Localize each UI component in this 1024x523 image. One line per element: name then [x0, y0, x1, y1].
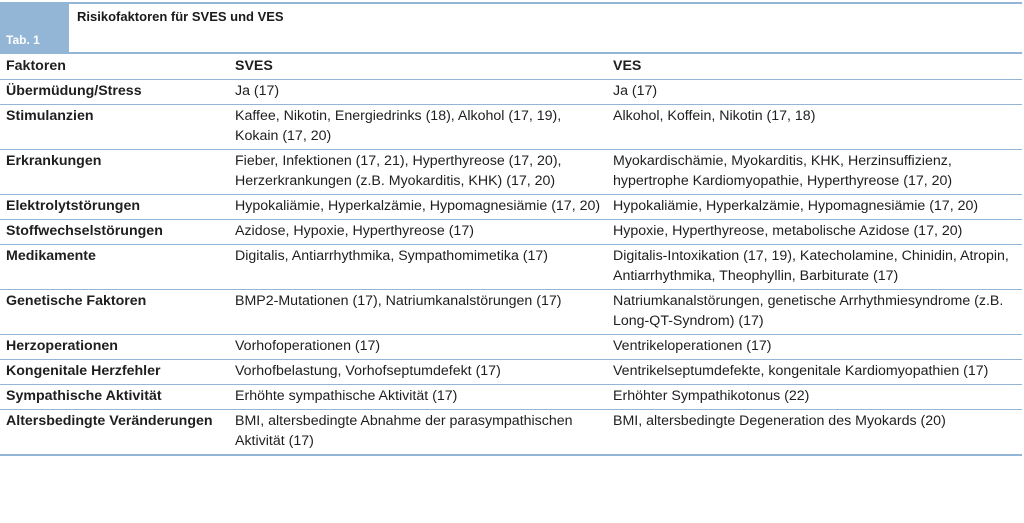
- ves-cell: Natriumkanalstörungen, genetische Arrhythmiesyndrome (z.B. Long-QT-Syndrom) (17): [607, 290, 1022, 335]
- sves-cell: Kaffee, Nikotin, Energiedrinks (18), Alkohol (17, 19), Kokain (17, 20): [229, 105, 607, 150]
- tab-label: Tab. 1: [6, 33, 40, 47]
- table-caption: [0, 0, 1022, 52]
- sves-cell: Fieber, Infektionen (17, 21), Hyperthyreose (17, 20), Herzerkrankungen (z.B. Myokarditis, KHK) (17, 20): [229, 150, 607, 195]
- ves-cell: Ja (17): [607, 80, 1022, 105]
- sves-cell: Vorhofbelastung, Vorhofseptumdefekt (17): [229, 360, 607, 385]
- factor-cell: Sympathische Aktivität: [0, 385, 229, 410]
- sves-cell: Digitalis, Antiarrhythmika, Sympathomimetika (17): [229, 245, 607, 290]
- factor-cell: Genetische Faktoren: [0, 290, 229, 335]
- table-row: [0, 245, 1022, 290]
- ves-cell: Alkohol, Koffein, Nikotin (17, 18): [607, 105, 1022, 150]
- factor-cell: Herzoperationen: [0, 335, 229, 360]
- header-row: [0, 54, 1022, 80]
- ves-cell: Myokardischämie, Myokarditis, KHK, Herzinsuffizienz, hypertrophe Kardiomyopathie, Hyperthyreose (17, 20): [607, 150, 1022, 195]
- sves-cell: Hypokaliämie, Hyperkalzämie, Hypomagnesiämie (17, 20): [229, 195, 607, 220]
- table-row: [0, 105, 1022, 150]
- table-row: [0, 335, 1022, 360]
- sves-cell: BMP2-Mutationen (17), Natriumkanalstörungen (17): [229, 290, 607, 335]
- table-row: [0, 410, 1022, 456]
- table-row: [0, 360, 1022, 385]
- table-row: [0, 385, 1022, 410]
- table-row: [0, 80, 1022, 105]
- factor-cell: Erkrankungen: [0, 150, 229, 195]
- factor-cell: Übermüdung/Stress: [0, 80, 229, 105]
- factor-cell: Kongenitale Herzfehler: [0, 360, 229, 385]
- sves-cell: Azidose, Hypoxie, Hyperthyreose (17): [229, 220, 607, 245]
- header-factors: Faktoren: [0, 54, 229, 80]
- tab-badge: [0, 2, 69, 52]
- factor-cell: Altersbedingte Veränderungen: [0, 410, 229, 456]
- ves-cell: Ventrikelseptumdefekte, kongenitale Kardiomyopathien (17): [607, 360, 1022, 385]
- sves-cell: Ja (17): [229, 80, 607, 105]
- sves-cell: Erhöhte sympathische Aktivität (17): [229, 385, 607, 410]
- header-ves: VES: [607, 54, 1022, 80]
- table-row: [0, 195, 1022, 220]
- sves-cell: BMI, altersbedingte Abnahme der parasympathischen Aktivität (17): [229, 410, 607, 456]
- factor-cell: Stimulanzien: [0, 105, 229, 150]
- sves-cell: Vorhofoperationen (17): [229, 335, 607, 360]
- factor-cell: Stoffwechselstörungen: [0, 220, 229, 245]
- table-row: [0, 150, 1022, 195]
- ves-cell: Digitalis-Intoxikation (17, 19), Katecholamine, Chinidin, Atropin, Antiarrhythmika, Theophyllin, Barbiturate (17): [607, 245, 1022, 290]
- factor-cell: Elektrolytstörungen: [0, 195, 229, 220]
- header-sves: SVES: [229, 54, 607, 80]
- table-row: [0, 220, 1022, 245]
- table-title: Risikofaktoren für SVES und VES: [77, 9, 284, 24]
- risk-factors-table: [0, 54, 1022, 456]
- caption-top-rule: [0, 2, 1022, 4]
- ves-cell: Ventrikeloperationen (17): [607, 335, 1022, 360]
- ves-cell: Hypoxie, Hyperthyreose, metabolische Azidose (17, 20): [607, 220, 1022, 245]
- ves-cell: Erhöhter Sympathikotonus (22): [607, 385, 1022, 410]
- table-row: [0, 290, 1022, 335]
- ves-cell: BMI, altersbedingte Degeneration des Myokards (20): [607, 410, 1022, 456]
- ves-cell: Hypokaliämie, Hyperkalzämie, Hypomagnesiämie (17, 20): [607, 195, 1022, 220]
- factor-cell: Medikamente: [0, 245, 229, 290]
